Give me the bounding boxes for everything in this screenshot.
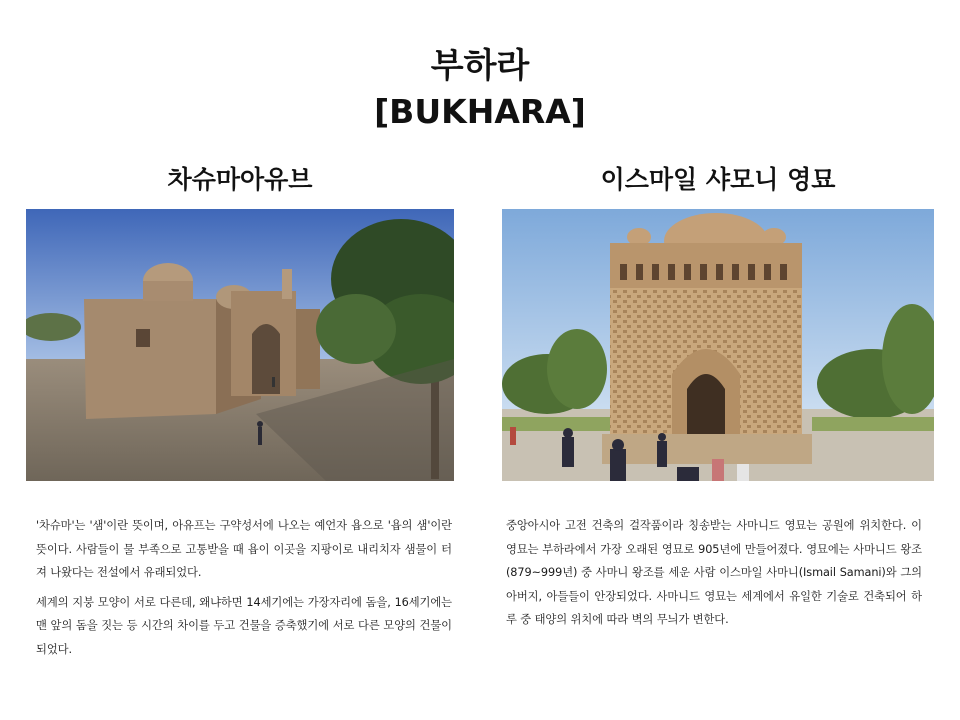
- slide-subtitle: [BUKHARA]: [374, 92, 586, 131]
- left-paragraph-2: 세계의 지붕 모양이 서로 다른데, 왜냐하면 14세기에는 가장자리에 돔을, 16세기에는 맨 앞의 돔을 짓는 등 시간의 차이를 두고 건물을 증축했기에 서로 다른 모양의 건물이 되었다.: [36, 595, 452, 656]
- left-heading: 차슈마아유브: [167, 165, 313, 194]
- right-heading: 이스마일 샤모니 영묘: [600, 165, 836, 194]
- ismail-samani-mausoleum-photo: [502, 209, 934, 481]
- slide-title: 부하라: [430, 46, 530, 86]
- right-paragraph-1: 중앙아시아 고전 건축의 걸작품이라 칭송받는 사마니드 영묘는 공원에 위치한다. 이 영묘는 부하라에서 가장 오래된 영묘로 905년에 만들어졌다. 영묘에는 사마니드 왕조(879~999년) 중 사마니 왕조를 세운 사람 이스마일 사마니(Ismail Samani)와 그의 아버지, 아들들이 안장되었다. 사마니드 영묘는 세계에서 유일한 기술로 건축되어 하루 중 태양의 위치에 따라 벽의 무늬가 변한다.: [506, 519, 922, 626]
- chashma-ayub-photo: [26, 209, 454, 481]
- left-paragraph-1: '차슈마'는 '샘'이란 뜻이며, 아유프는 구약성서에 나오는 예언자 욥으로 '욥의 샘'이란 뜻이다. 사람들이 물 부족으로 고통받을 때 욥이 이곳을 지팡이로 내리치자 샘물이 터져 나왔다는 전설에서 유래되었다.: [36, 519, 452, 579]
- right-description: [506, 514, 922, 638]
- left-description: [36, 514, 452, 667]
